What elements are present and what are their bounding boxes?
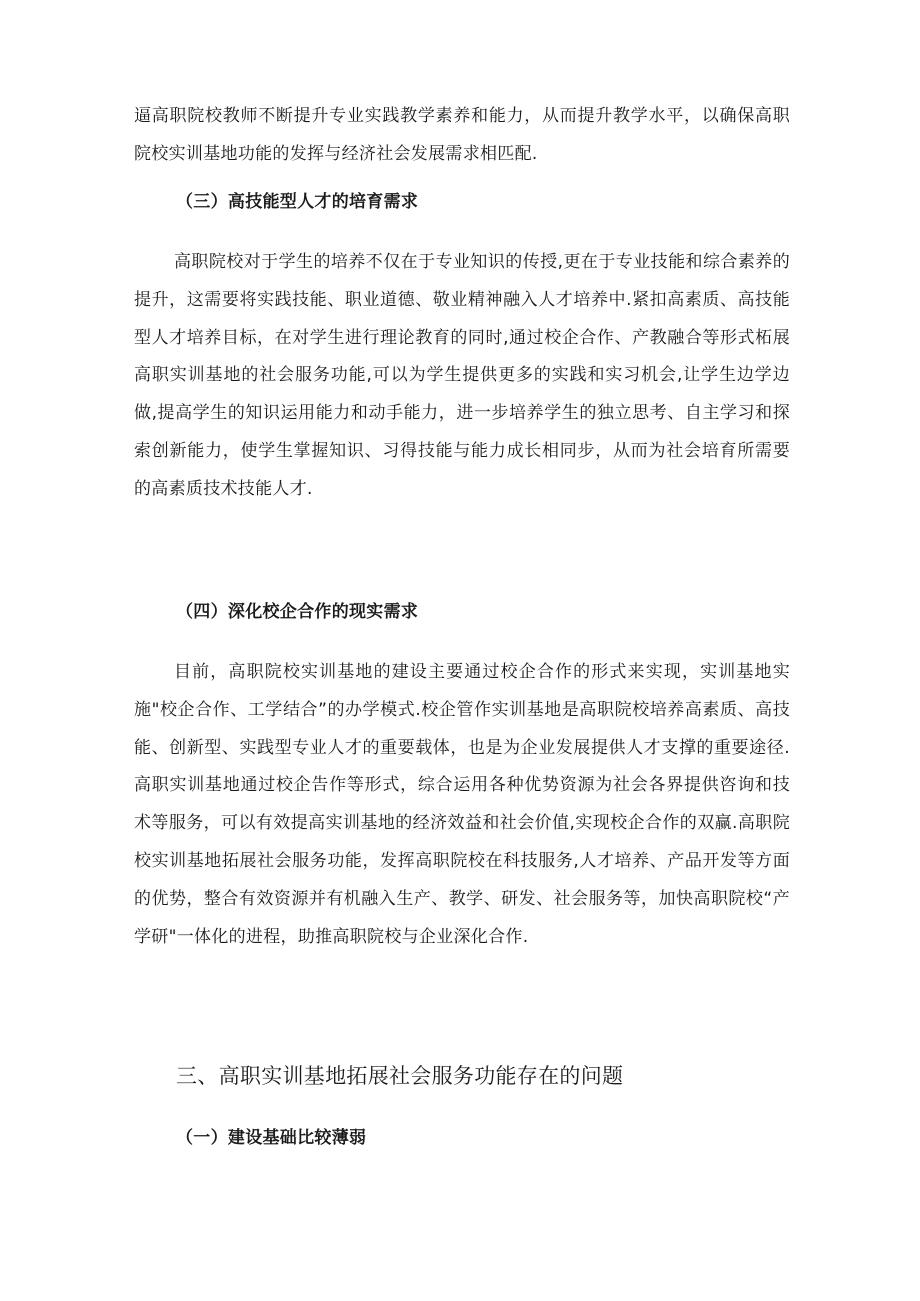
section-heading-4: （四）深化校企合作的现实需求 [176,602,419,622]
section-heading-3: （三）高技能型人才的培育需求 [176,192,419,212]
part-3-heading: 三、高职实训基地拓展社会服务功能存在的问题 [176,1064,624,1088]
paragraph-continuation: 逼高职院校教师不断提升专业实践教学素养和能力，从而提升教学水平，以确保高职院校实训基地功能的发挥与经济社会发展需求相匹配. [134,106,790,164]
paragraph-section-3: 高职院校对于学生的培养不仅在于专业知识的传授,更在于专业技能和综合素养的提升，这需要将实践技能、职业道德、敬业精神融入人才培养中.紧扣高素质、高技能型人才培养目标，在对学生进行理论教育的同时,通过校企合作、产教融合等形式柘展高职实训基地的社会服务功能,可以为学生提供更多的实践和实习机会,让学生边学边做,提高学生的知识运用能力和动手能力，进一步培养学生的独立思考、自主学习和探索创新能力，使学生掌握知识、习得技能与能力成长相同步，从而为社会培育所需要的高素质技术技能人才. [134,252,790,499]
paragraph-section-4: 目前，高职院校实训基地的建设主要通过校企合作的形式来实现，实训基地实施"校企合作、工学结合”的办学模式.校企管作实训基地是高职院校培养高素质、高技能、创新型、实践型专业人才的重要载体，也是为企业发展提供人才支撑的重要途径.高职实训基地通过校企告作等形式，综合运用各种优势资源为社会各界提供咨询和技术等服务，可以有效提高实训基地的经济效益和社会价值,实现校企合作的双赢.高职院校实训基地拓展社会服务功能，发挥高职院校在科技服务,人才培养、产品开发等方面的优势，整合有效资源并有机融入生产、教学、研发、社会服务等，加快高职院校“产学研"一体化的进程，助推高职院校与企业深化合作. [134,662,790,947]
part-3-subheading-1: （一）建设基础比较薄弱 [176,1128,367,1148]
